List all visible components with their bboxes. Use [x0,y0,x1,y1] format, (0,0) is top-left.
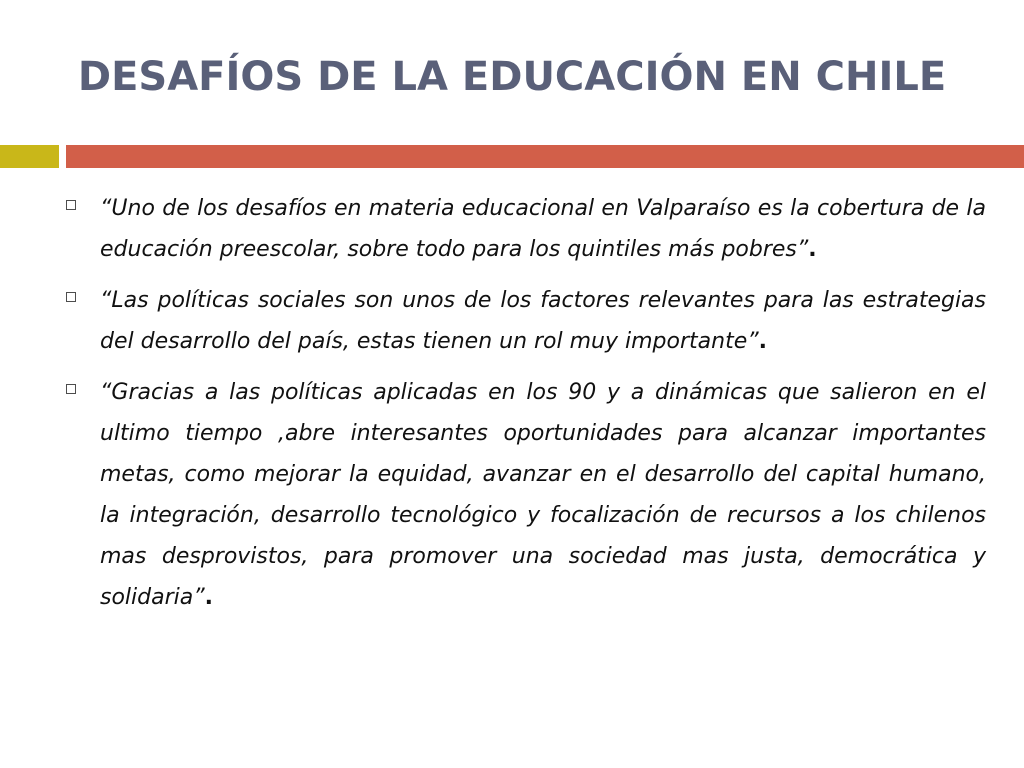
bullet-item-3 [66,372,986,618]
bullet-text-2: “Las políticas sociales son unos de los factores relevantes para las estrategias del desarrollo del país, estas tienen un rol muy importante” [100,288,986,354]
bullet-text-1: “Uno de los desafíos en materia educacional en Valparaíso es la cobertura de la educación preescolar, sobre todo para los quintiles más pobres” [100,196,986,262]
title-divider-bar [66,145,1024,168]
title-accent-bar [0,145,59,168]
bullet-item-2 [66,280,986,362]
bullet-text-3: “Gracias a las políticas aplicadas en los 90 y a dinámicas que salieron en el ultimo tiempo ,abre interesantes oportunidades para alcanzar importantes metas, como mejorar la equidad, avanzar en el desarrollo del capital humano, la integración, desarrollo tecnológico y focalización de recursos a los chilenos mas desprovistos, para promover una sociedad mas justa, democrática y solidaria” [100,380,986,610]
square-bullet-icon [66,200,76,210]
bullet-end-3: . [204,585,213,610]
slide-title: DESAFÍOS DE LA EDUCACIÓN EN CHILE [77,54,947,100]
bullet-item-1 [66,188,986,270]
bullet-end-2: . [758,329,767,354]
bullet-list [66,188,986,628]
bullet-end-1: . [808,237,817,262]
square-bullet-icon [66,292,76,302]
square-bullet-icon [66,384,76,394]
